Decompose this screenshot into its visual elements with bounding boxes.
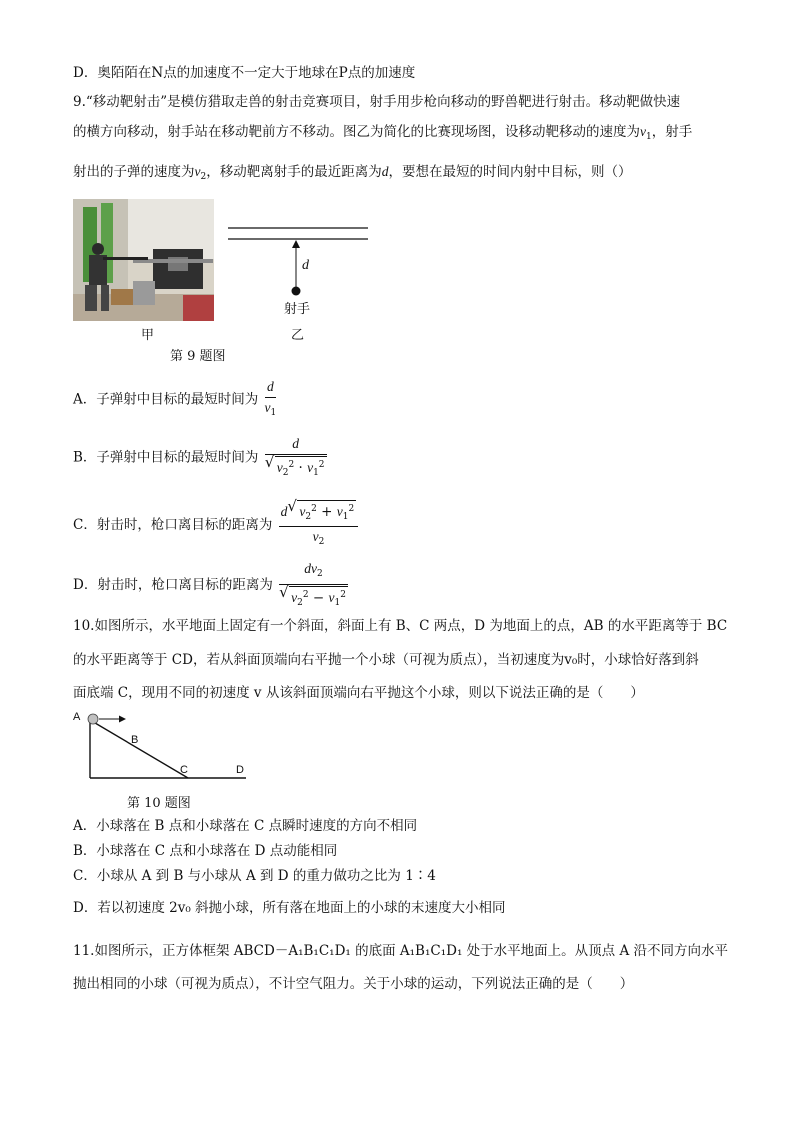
q11-stem-line-2: 抛出相同的小球（可视为质点），不计空气阻力。关于小球的运动，下列说法正确的是（ ） — [73, 976, 634, 992]
prev-option-d: D．奥陌陌在N点的加速度不一定大于地球在P点的加速度 — [73, 65, 416, 81]
initial-velocity-arrowhead — [119, 716, 126, 723]
fig10-label-c: C — [180, 764, 188, 776]
fig9-label-shooter: 射手 — [284, 302, 311, 317]
q9-option-a: A．子弹射中目标的最短时间为 $\frac{d}{v_1}$ — [73, 379, 277, 418]
shooting-range-photo — [73, 199, 214, 321]
distance-arrowhead — [292, 240, 300, 248]
shooter-dot — [292, 287, 301, 296]
q10-stem-line-1: 10.如图所示，水平地面上固定有一个斜面，斜面上有 B、C 两点，D 为地面上的点，AB 的水平距离等于 BC — [73, 618, 728, 634]
fig9-label-yi: 乙 — [291, 328, 305, 343]
fig10-caption: 第 10 题图 — [127, 796, 191, 811]
q10-option-a: A．小球落在 B 点和小球落在 C 点瞬时速度的方向不相同 — [73, 818, 418, 834]
fig10-label-d: D — [236, 764, 244, 776]
q10-stem-line-3: 面底端 C，现用不同的初速度 v 从该斜面顶端向右平抛这个小球，则以下说法正确的是（ ） — [73, 685, 644, 701]
q9-option-c: C．射击时，枪口离目标的距离为 $\frac{d√ v_2^2 + v_1^2}{v_2}$ — [73, 500, 358, 551]
q9-stem-line-2: 的横方向移动，射手站在移动靶前方不移动。图乙为简化的比赛现场图，设移动靶移动的速度为$v_1$，射手 — [73, 124, 693, 142]
fig9-label-d: d — [302, 258, 309, 273]
fig9-caption: 第 9 题图 — [170, 349, 226, 364]
q10-option-c: C．小球从 A 到 B 与小球从 A 到 D 的重力做功之比为 1∶4 — [73, 868, 436, 884]
q9-stem-line-3: 射出的子弹的速度为$v_2$，移动靶离射手的最近距离为d，要想在最短的时间内射中目标，则（） — [73, 164, 632, 182]
q10-option-b: B．小球落在 C 点和小球落在 D 点动能相同 — [73, 843, 338, 859]
q9-option-b: B．子弹射中目标的最短时间为 d √ $v_2^2 \cdot v_1^2$ — [73, 435, 327, 481]
q9-stem-line-1: 9.“移动靶射击”是模仿猎取走兽的射击竞赛项目，射手用步枪向移动的野兽靶进行射击。移动靶做快速 — [73, 94, 681, 110]
incline-slope — [90, 720, 188, 778]
ball — [88, 714, 98, 724]
incline-diagram — [70, 708, 260, 788]
q9-option-d: D．射击时，枪口离目标的距离为 $dv_2$ √ $v_2^2 - v_1^2$ — [73, 560, 348, 611]
q10-stem-line-2: 的水平距离等于 CD，若从斜面顶端向右平抛一个小球（可视为质点），当初速度为v₀时，小球恰好落到斜 — [73, 652, 699, 668]
fig10-label-b: B — [131, 734, 139, 746]
q10-option-d: D．若以初速度 2v₀ 斜抛小球，所有落在地面上的小球的末速度大小相同 — [73, 900, 506, 916]
fig9-label-jia: 甲 — [141, 328, 155, 343]
fig10-label-a: A — [73, 711, 81, 723]
q11-stem-line-1: 11.如图所示，正方体框架 ABCD－A₁B₁C₁D₁ 的底面 A₁B₁C₁D₁ 处于水平地面上。从顶点 A 沿不同方向水平 — [73, 943, 728, 959]
